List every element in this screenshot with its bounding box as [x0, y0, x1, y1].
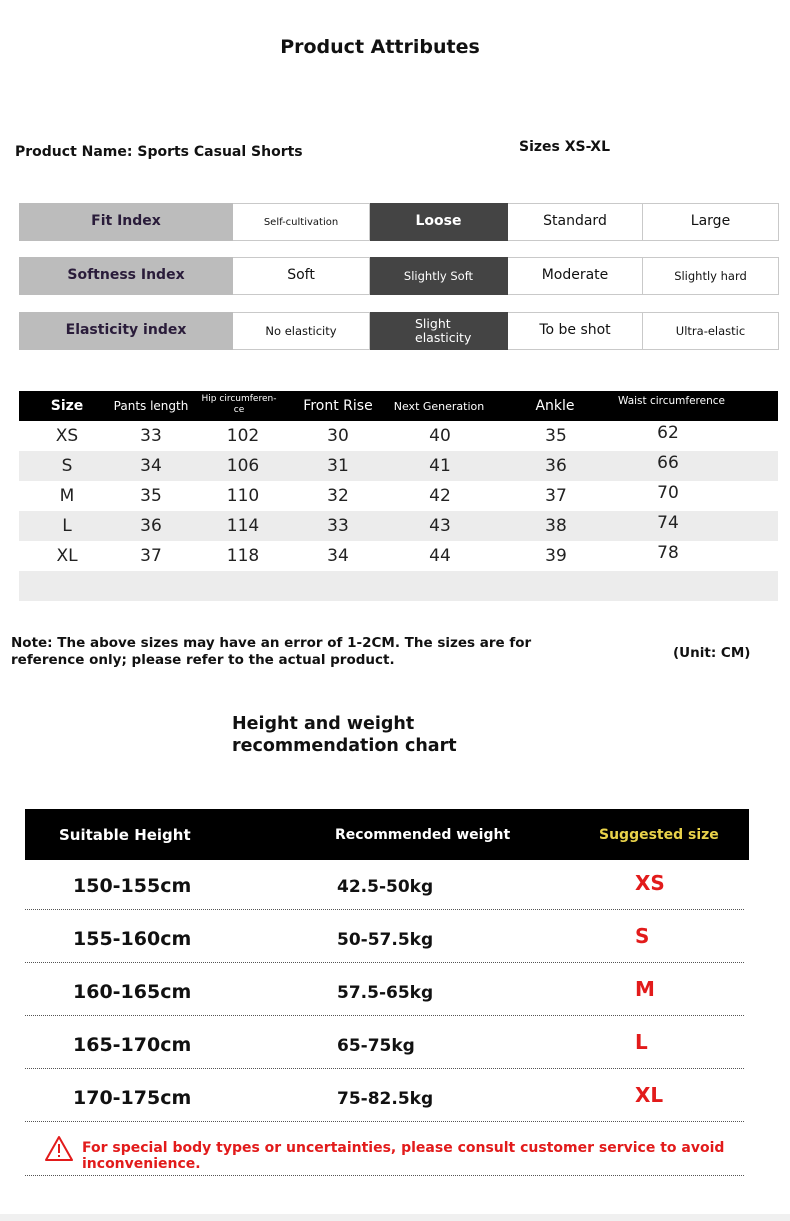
cell-front-rise: 31	[327, 456, 349, 476]
cell-next-generation: 40	[429, 426, 451, 446]
softness-option-slightly-hard: Slightly hard	[643, 257, 779, 295]
fit-index-label: Fit Index	[19, 203, 233, 241]
cell-front-rise: 33	[327, 516, 349, 536]
cell-size: XL	[56, 546, 78, 566]
cell-next-generation: 44	[429, 546, 451, 566]
cell-weight: 50-57.5kg	[337, 930, 434, 950]
cell-hip: 114	[226, 516, 260, 536]
cell-ankle: 39	[545, 546, 567, 566]
softness-option-slightly-soft: Slightly Soft	[370, 257, 508, 295]
table-row-empty	[19, 571, 778, 601]
header-front-rise: Front Rise	[303, 398, 373, 414]
page-title: Product Attributes	[280, 36, 480, 58]
cell-front-rise: 30	[327, 426, 349, 446]
cell-pants-length: 37	[140, 546, 162, 566]
cell-next-generation: 42	[429, 486, 451, 506]
table-row	[19, 421, 778, 451]
cell-hip: 106	[226, 456, 260, 476]
cell-height: 155-160cm	[73, 928, 192, 950]
table-row	[25, 1013, 744, 1069]
fit-option-self-cultivation: Self-cultivation	[233, 203, 370, 241]
product-name: Product Name: Sports Casual Shorts	[15, 144, 303, 160]
cell-front-rise: 32	[327, 486, 349, 506]
cell-ankle: 38	[545, 516, 567, 536]
recommendation-title: Height and weight recommendation chart	[232, 714, 457, 756]
table-row	[25, 1066, 744, 1122]
fit-option-loose: Loose	[370, 203, 508, 241]
elasticity-option-none: No elasticity	[233, 312, 370, 350]
bottom-band	[0, 1214, 790, 1221]
size-table-header	[19, 391, 778, 421]
table-row	[25, 960, 744, 1016]
elasticity-index-label: Elasticity index	[19, 312, 233, 350]
cell-waist: 78	[657, 543, 679, 563]
cell-height: 160-165cm	[73, 981, 192, 1003]
divider	[25, 1175, 744, 1176]
cell-waist: 70	[657, 483, 679, 503]
table-row	[19, 451, 778, 481]
header-suitable-height: Suitable Height	[59, 825, 191, 844]
header-next-generation: Next Generation	[393, 399, 485, 413]
table-row	[25, 854, 744, 910]
table-row	[25, 907, 744, 963]
sizes-range: Sizes XS-XL	[519, 139, 610, 155]
cell-suggested-size: M	[635, 977, 655, 1001]
cell-height: 150-155cm	[73, 875, 192, 897]
recommendation-header	[25, 809, 749, 860]
cell-ankle: 35	[545, 426, 567, 446]
elasticity-index-row	[19, 312, 779, 350]
softness-option-moderate: Moderate	[508, 257, 643, 295]
cell-pants-length: 35	[140, 486, 162, 506]
table-row	[19, 541, 778, 571]
cell-suggested-size: XS	[635, 871, 665, 895]
header-hip-circumference: Hip circumferen-ce	[201, 394, 277, 415]
header-pants-length: Pants length	[113, 399, 189, 413]
header-recommended-weight: Recommended weight	[335, 826, 511, 843]
fit-option-standard: Standard	[508, 203, 643, 241]
cell-suggested-size: XL	[635, 1083, 664, 1107]
cell-pants-length: 36	[140, 516, 162, 536]
elasticity-option-ultra-elastic: Ultra-elastic	[643, 312, 779, 350]
cell-pants-length: 33	[140, 426, 162, 446]
fit-option-large: Large	[643, 203, 779, 241]
cell-size: S	[61, 456, 73, 476]
cell-next-generation: 43	[429, 516, 451, 536]
cell-next-generation: 41	[429, 456, 451, 476]
warning-text: For special body types or uncertainties, please consult customer service to avoid inconvenience.	[82, 1140, 725, 1172]
table-row	[19, 481, 778, 511]
cell-suggested-size: L	[635, 1030, 648, 1054]
size-note: Note: The above sizes may have an error of 1-2CM. The sizes are for reference only; please refer to the actual product.	[11, 635, 532, 668]
cell-waist: 66	[657, 453, 679, 473]
cell-weight: 65-75kg	[337, 1036, 415, 1056]
cell-hip: 110	[226, 486, 260, 506]
cell-size: XS	[55, 426, 79, 446]
cell-ankle: 37	[545, 486, 567, 506]
header-waist-circumference: Waist circumference	[617, 395, 725, 407]
cell-weight: 57.5-65kg	[337, 983, 434, 1003]
header-suggested-size: Suggested size	[599, 826, 719, 843]
cell-height: 165-170cm	[73, 1034, 192, 1056]
cell-hip: 102	[226, 426, 260, 446]
cell-weight: 75-82.5kg	[337, 1089, 434, 1109]
warning-icon	[44, 1135, 74, 1163]
table-row	[19, 511, 778, 541]
cell-suggested-size: S	[635, 924, 650, 948]
cell-height: 170-175cm	[73, 1087, 192, 1109]
cell-weight: 42.5-50kg	[337, 877, 434, 897]
cell-size: M	[59, 486, 75, 506]
elasticity-option-to-be-shot: To be shot	[508, 312, 643, 350]
cell-waist: 74	[657, 513, 679, 533]
cell-front-rise: 34	[327, 546, 349, 566]
fit-index-row	[19, 203, 779, 241]
softness-option-soft: Soft	[233, 257, 370, 295]
size-table	[19, 391, 778, 601]
header-size: Size	[50, 398, 84, 414]
unit-label: (Unit: CM)	[673, 645, 751, 661]
header-ankle: Ankle	[535, 398, 575, 414]
elasticity-option-slight: Slight elasticity	[370, 312, 508, 350]
cell-hip: 118	[226, 546, 260, 566]
softness-index-row	[19, 257, 779, 295]
cell-pants-length: 34	[140, 456, 162, 476]
cell-size: L	[62, 516, 72, 536]
cell-waist: 62	[657, 423, 679, 443]
softness-index-label: Softness Index	[19, 257, 233, 295]
cell-ankle: 36	[545, 456, 567, 476]
